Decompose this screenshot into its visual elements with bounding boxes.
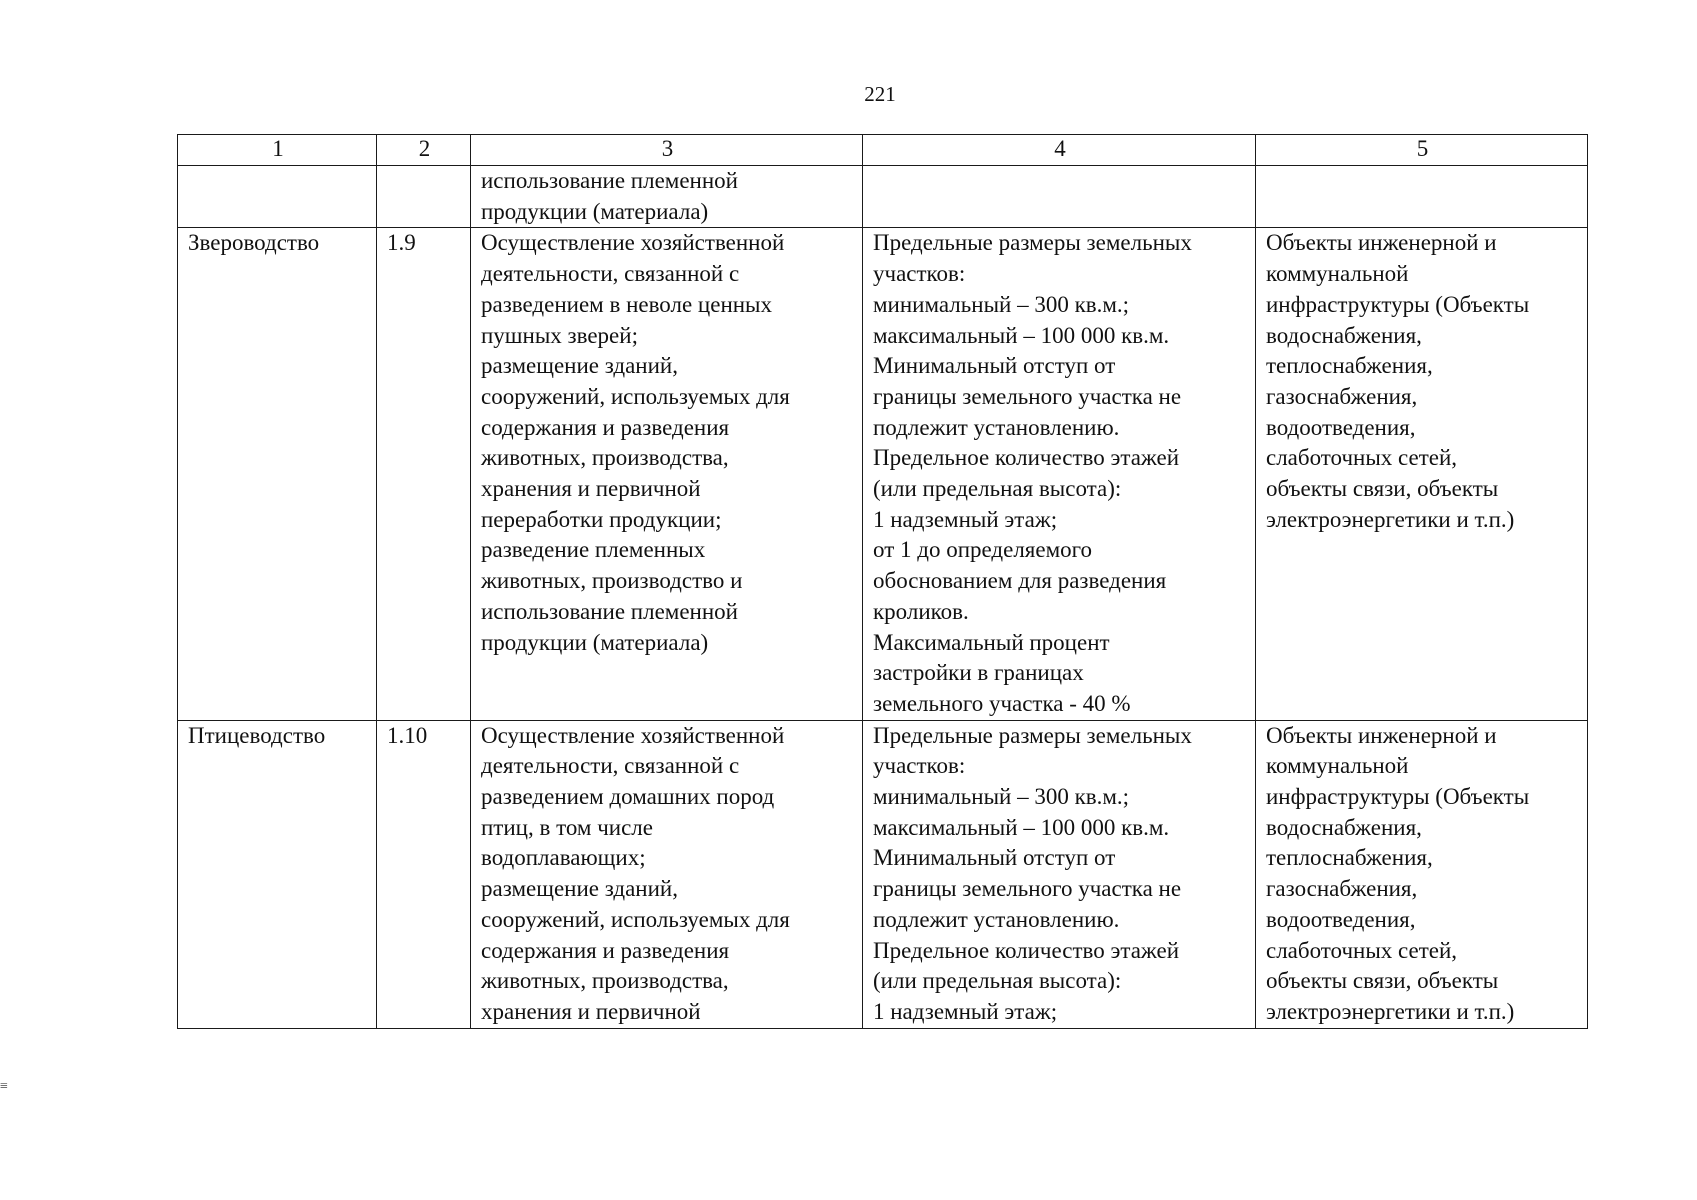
use-description-cell [471,720,863,1028]
cell-text-line: инфраструктуры (Объекты [1266,784,1530,810]
cell-text-line: животных, производства, [481,968,729,994]
table-row [178,720,1588,1028]
use-description-cell [471,166,863,228]
cell-text-line: использование племенной [481,598,738,624]
classifier-code-cell [377,228,471,720]
cell-text-line: разведение племенных [481,537,706,563]
cell-text-line: кроликов. [873,598,969,624]
cell-text-line: водоотведения, [1266,414,1416,440]
cell-text-line: электроэнергетики и т.п.) [1266,506,1515,532]
cell-text-line: Объекты инженерной и [1266,230,1497,256]
building-parameters-cell [863,720,1256,1028]
cell-text-line: подлежит установлению. [873,906,1120,932]
cell-text-line: размещение зданий, [481,876,678,902]
column-header: 1 [178,135,377,166]
cell-text: Звероводство [188,230,320,256]
cell-text-line: 1 надземный этаж; [873,998,1058,1024]
cell-text-line: (или предельная высота): [873,476,1122,502]
margin-mark: ≡ [0,1079,8,1094]
cell-text-line: водоснабжения, [1266,322,1422,348]
column-header: 2 [377,135,471,166]
cell-text: Птицеводство [188,722,326,748]
cell-text-line: Максимальный процент [873,629,1110,655]
table-header-row [178,135,1588,166]
cell-text-line: Предельные размеры земельных [873,722,1192,748]
cell-text-line: коммунальной [1266,753,1409,779]
cell-text-line: слаботочных сетей, [1266,937,1458,963]
table-row [178,228,1588,720]
building-parameters-cell [863,228,1256,720]
cell-text-line: теплоснабжения, [1266,845,1433,871]
classifier-code-cell [377,166,471,228]
cell-text: 1.9 [387,230,416,256]
cell-text-line: объекты связи, объекты [1266,476,1499,502]
cell-text-line: минимальный – 300 кв.м.; [873,784,1130,810]
building-parameters-cell [863,166,1256,228]
cell-text-line: деятельности, связанной с [481,261,740,287]
cell-text-line: земельного участка - 40 % [873,690,1131,716]
auxiliary-objects-cell [1256,228,1588,720]
cell-text-line: продукции (материала) [481,198,709,224]
cell-text-line: размещение зданий, [481,353,678,379]
cell-text-line: Минимальный отступ от [873,353,1116,379]
cell-text-line: инфраструктуры (Объекты [1266,291,1530,317]
table-row [178,166,1588,228]
column-header: 5 [1256,135,1588,166]
land-use-name-cell [178,228,377,720]
column-header: 4 [863,135,1256,166]
cell-text-line: коммунальной [1266,261,1409,287]
cell-text-line: 1 надземный этаж; [873,506,1058,532]
zoning-table [177,134,1588,1029]
cell-text-line: хранения и первичной [481,476,701,502]
land-use-name-cell [178,166,377,228]
cell-text-line: пушных зверей; [481,322,638,348]
cell-text-line: продукции (материала) [481,629,709,655]
cell-text-line: хранения и первичной [481,998,701,1024]
cell-text-line: газоснабжения, [1266,383,1418,409]
cell-text-line: птиц, в том числе [481,814,653,840]
cell-text-line: деятельности, связанной с [481,753,740,779]
auxiliary-objects-cell [1256,720,1588,1028]
cell-text-line: обоснованием для разведения [873,568,1167,594]
cell-text-line: Минимальный отступ от [873,845,1116,871]
table-body [178,166,1588,1029]
cell-text-line: границы земельного участка не [873,383,1182,409]
cell-text-line: разведением в неволе ценных [481,291,773,317]
cell-text-line: (или предельная высота): [873,968,1122,994]
cell-text-line: от 1 до определяемого [873,537,1093,563]
cell-text-line: границы земельного участка не [873,876,1182,902]
use-description-cell [471,228,863,720]
cell-text-line: водоснабжения, [1266,814,1422,840]
cell-text-line: минимальный – 300 кв.м.; [873,291,1130,317]
cell-text-line: содержания и разведения [481,414,730,440]
cell-text-line: Предельное количество этажей [873,937,1180,963]
land-use-name-cell [178,720,377,1028]
column-header: 3 [471,135,863,166]
cell-text-line: застройки в границах [873,660,1084,686]
cell-text-line: Объекты инженерной и [1266,722,1497,748]
cell-text-line: переработки продукции; [481,506,722,532]
classifier-code-cell [377,720,471,1028]
cell-text-line: Предельное количество этажей [873,445,1180,471]
cell-text-line: водоплавающих; [481,845,646,871]
cell-text-line: слаботочных сетей, [1266,445,1458,471]
cell-text-line: сооружений, используемых для [481,383,790,409]
auxiliary-objects-cell [1256,166,1588,228]
cell-text-line: электроэнергетики и т.п.) [1266,998,1515,1024]
cell-text-line: животных, производство и [481,568,743,594]
cell-text-line: теплоснабжения, [1266,353,1433,379]
cell-text-line: участков: [873,753,966,779]
cell-text-line: максимальный – 100 000 кв.м. [873,322,1170,348]
cell-text-line: разведением домашних пород [481,784,775,810]
cell-text-line: Осуществление хозяйственной [481,230,785,256]
cell-text-line: содержания и разведения [481,937,730,963]
cell-text-line: Осуществление хозяйственной [481,722,785,748]
page-number: 221 [864,82,896,106]
cell-text-line: участков: [873,261,966,287]
cell-text-line: газоснабжения, [1266,876,1418,902]
cell-text-line: объекты связи, объекты [1266,968,1499,994]
cell-text: 1.10 [387,722,428,748]
cell-text-line: подлежит установлению. [873,414,1120,440]
cell-text-line: сооружений, используемых для [481,906,790,932]
cell-text-line: животных, производства, [481,445,729,471]
cell-text-line: Предельные размеры земельных [873,230,1192,256]
cell-text-line: максимальный – 100 000 кв.м. [873,814,1170,840]
cell-text-line: водоотведения, [1266,906,1416,932]
cell-text-line: использование племенной [481,168,738,193]
